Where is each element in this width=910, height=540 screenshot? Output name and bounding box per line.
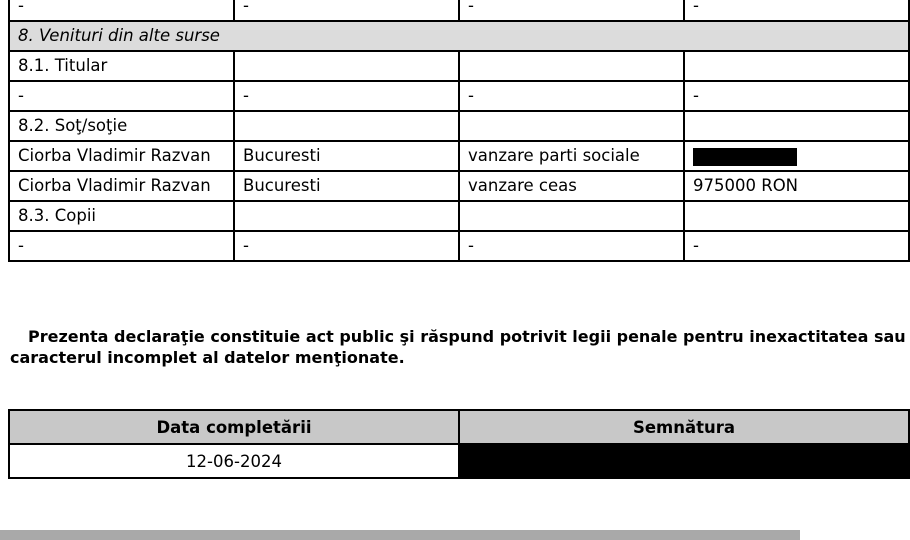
date-header: Data completării bbox=[9, 410, 459, 444]
table-row bbox=[9, 201, 909, 231]
table-cell: - bbox=[234, 0, 459, 21]
signature-value-row bbox=[9, 444, 909, 478]
completion-date: 12-06-2024 bbox=[9, 444, 459, 478]
table-cell bbox=[459, 111, 684, 141]
table-cell: 8.2. Soţ/soţie bbox=[9, 111, 234, 141]
table-row bbox=[9, 171, 909, 201]
table-cell: Bucuresti bbox=[234, 141, 459, 171]
table-cell bbox=[684, 111, 909, 141]
table-cell: - bbox=[9, 81, 234, 111]
table-cell: 8.3. Copii bbox=[9, 201, 234, 231]
table-row bbox=[9, 81, 909, 111]
page-separator bbox=[0, 530, 800, 540]
table-cell bbox=[684, 201, 909, 231]
table-cell: vanzare ceas bbox=[459, 171, 684, 201]
table-cell: Ciorba Vladimir Razvan bbox=[9, 141, 234, 171]
table-cell bbox=[684, 51, 909, 81]
table-cell: 8.1. Titular bbox=[9, 51, 234, 81]
table-row bbox=[9, 111, 909, 141]
table-row bbox=[9, 51, 909, 81]
table-cell: 975000 RON bbox=[684, 171, 909, 201]
table-cell: - bbox=[684, 0, 909, 21]
table-cell bbox=[684, 141, 909, 171]
declaration-line-1: Prezenta declaraţie constituie act public şi răspund potrivit legii penale pentru inexactitatea sau bbox=[28, 327, 906, 346]
declaration-statement bbox=[10, 326, 910, 368]
table-cell: Bucuresti bbox=[234, 171, 459, 201]
table-row bbox=[9, 0, 909, 21]
signature-header: Semnătura bbox=[459, 410, 909, 444]
table-cell bbox=[234, 51, 459, 81]
table-cell bbox=[459, 201, 684, 231]
table-cell bbox=[459, 51, 684, 81]
table-cell: - bbox=[9, 231, 234, 261]
table-cell: - bbox=[234, 231, 459, 261]
table-cell: - bbox=[459, 0, 684, 21]
table-cell: - bbox=[234, 81, 459, 111]
signature-redacted bbox=[459, 444, 909, 478]
redaction-block bbox=[693, 148, 797, 166]
income-table bbox=[8, 0, 910, 262]
section-header: 8. Venituri din alte surse bbox=[9, 21, 909, 51]
table-cell: Ciorba Vladimir Razvan bbox=[9, 171, 234, 201]
table-cell bbox=[234, 111, 459, 141]
table-cell: - bbox=[684, 231, 909, 261]
table-cell bbox=[234, 201, 459, 231]
signature-table bbox=[8, 409, 910, 479]
table-cell: vanzare parti sociale bbox=[459, 141, 684, 171]
table-cell: - bbox=[684, 81, 909, 111]
declaration-line-2: caracterul incomplet al datelor menţionate. bbox=[10, 348, 405, 367]
table-row bbox=[9, 231, 909, 261]
table-cell: - bbox=[459, 81, 684, 111]
table-row bbox=[9, 141, 909, 171]
section-header-row bbox=[9, 21, 909, 51]
table-cell: - bbox=[459, 231, 684, 261]
signature-header-row bbox=[9, 410, 909, 444]
table-cell: - bbox=[9, 0, 234, 21]
